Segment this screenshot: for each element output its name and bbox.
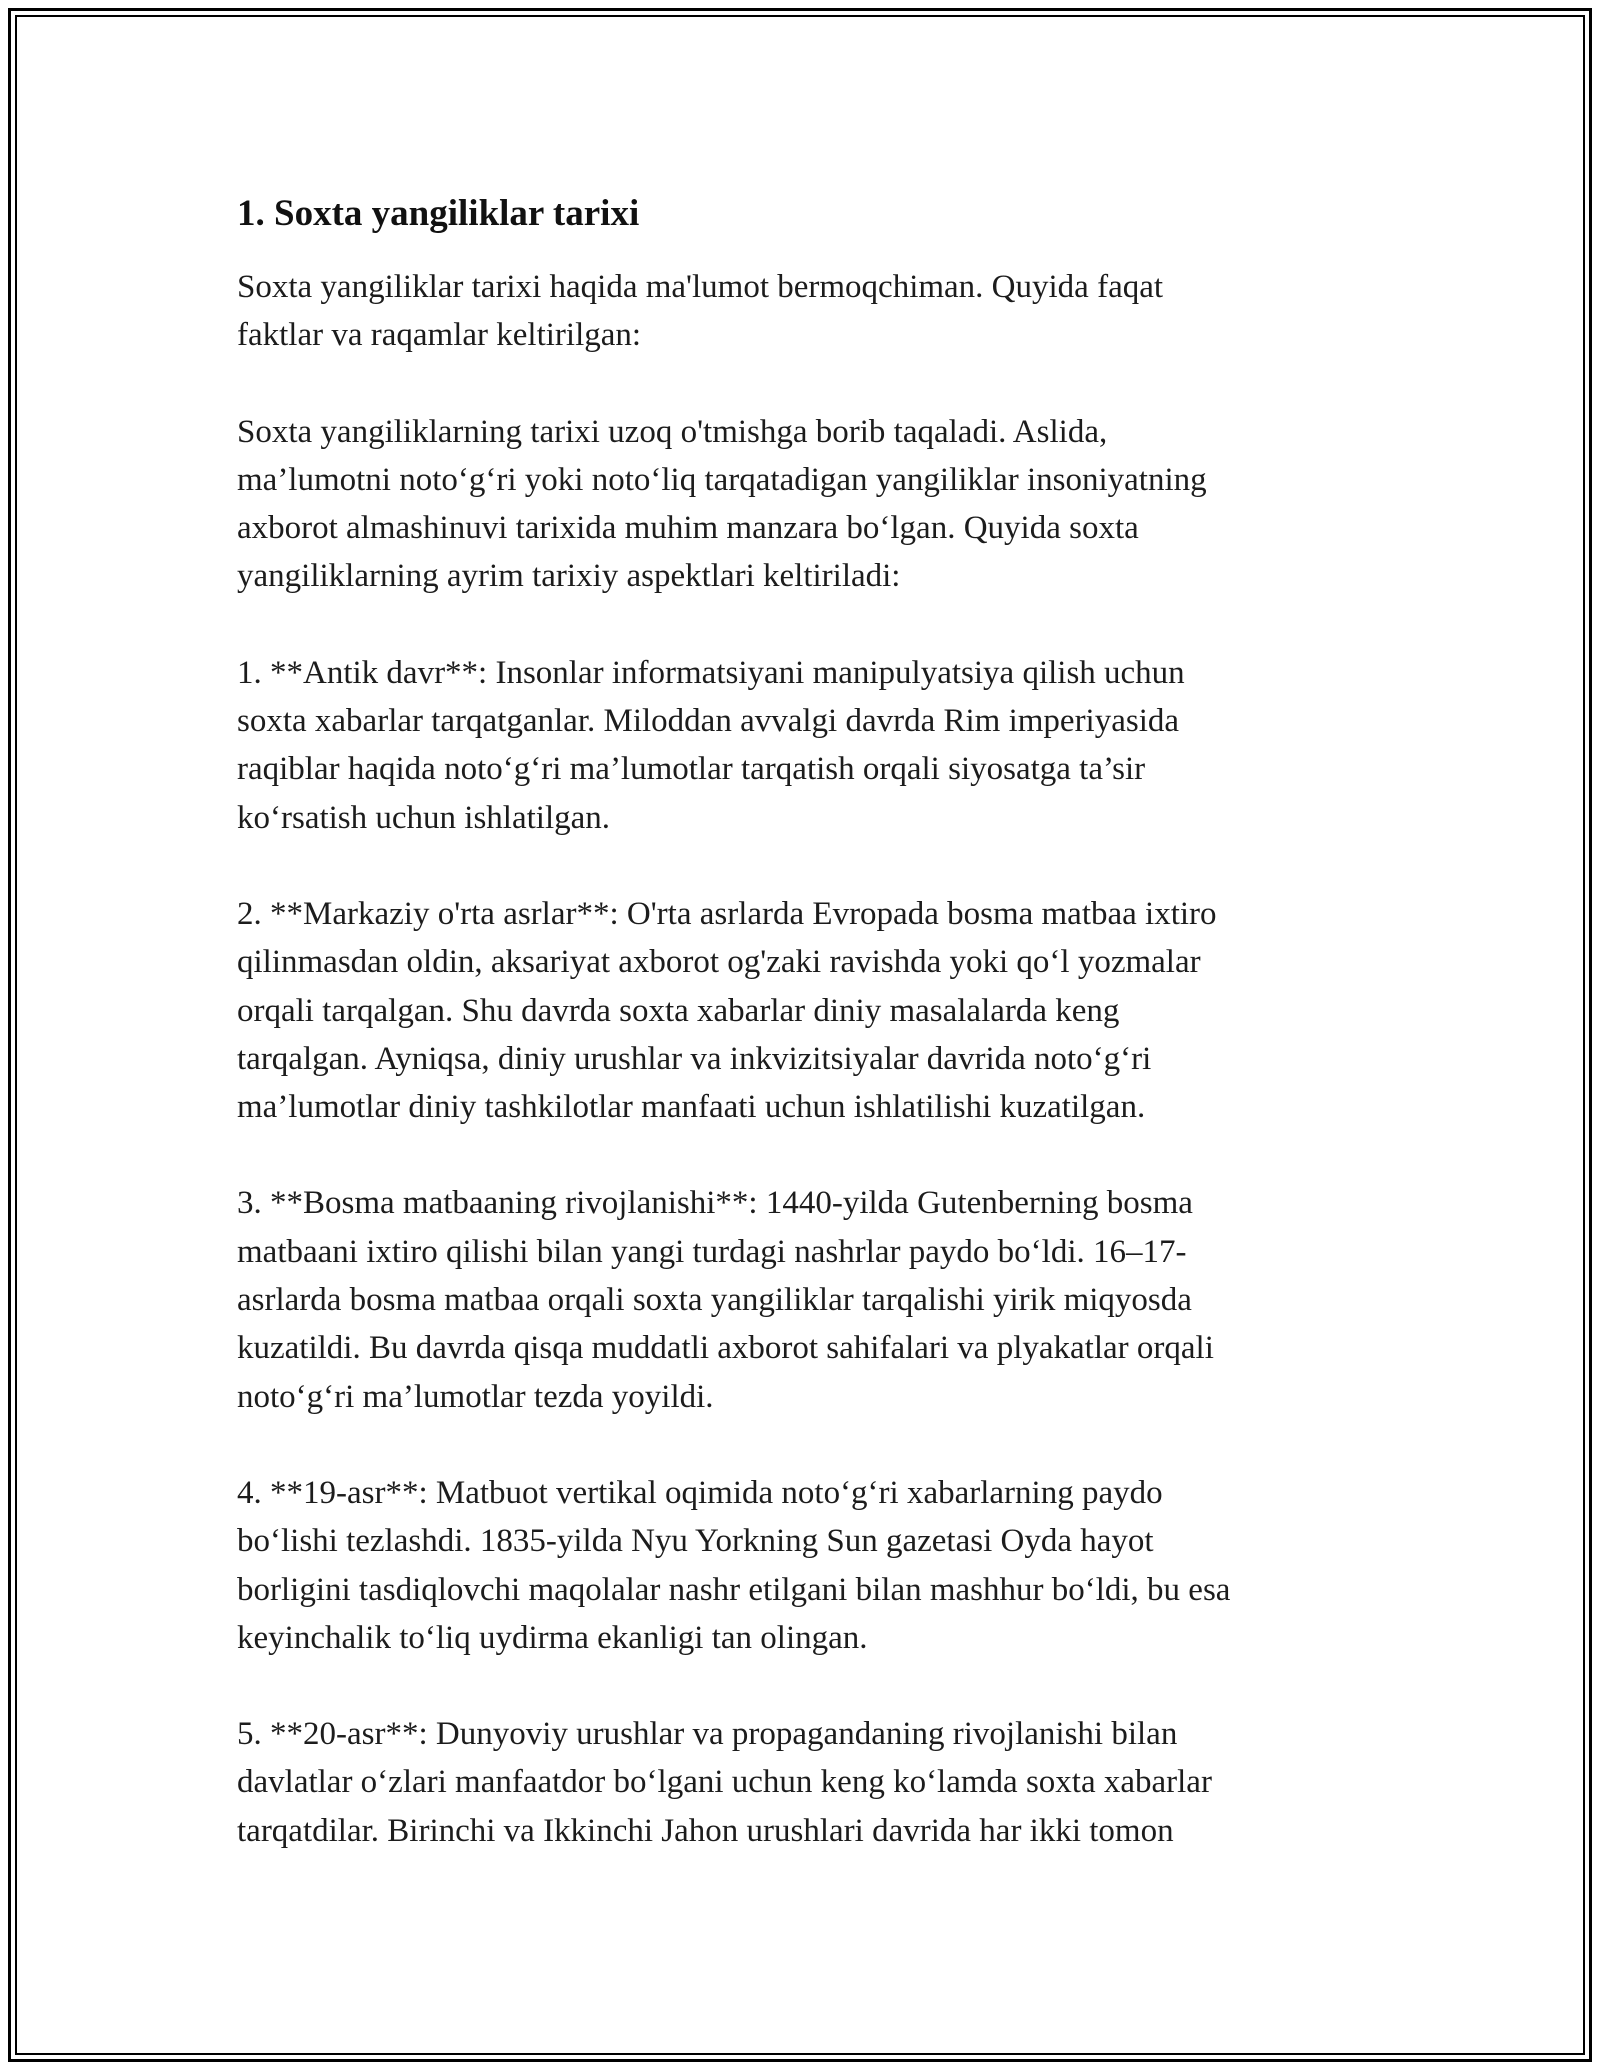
section-heading: 1. Soxta yangiliklar tarixi (237, 193, 640, 234)
list-item-antik-davr: 1. **Antik davr**: Insonlar informatsiyani manipulyatsiya qilish uchun soxta xabarlar tarqatganlar. Miloddan avvalgi davrda Rim imperiyasida raqiblar haqida noto‘g‘ri ma’lumotlar tarqatish orqali siyosatga ta’sir ko‘rsatish uchun ishlatilgan. (237, 654, 1185, 836)
page-border-outer (8, 8, 1592, 2062)
page-border-inner (15, 15, 1585, 2055)
document-body (237, 187, 1367, 1903)
intro-paragraph: Soxta yangiliklar tarixi haqida ma'lumot bermoqchiman. Quyida faqat faktlar va raqamlar keltirilgan: (237, 269, 1164, 354)
list-item-19-asr: 4. **19-asr**: Matbuot vertikal oqimida noto‘g‘ri xabarlarning paydo bo‘lishi tezlashdi. 1835-yilda Nyu Yorkning Sun gazetasi Oyda hayot borligini tasdiqlovchi maqolalar nashr etilgani bilan mashhur bo‘ldi, bu esa keyinchalik to‘liq uydirma ekanligi tan olingan. (237, 1474, 1231, 1656)
list-item-20-asr: 5. **20-asr**: Dunyoviy urushlar va propagandaning rivojlanishi bilan davlatlar o‘zlari manfaatdor bo‘lgani uchun keng ko‘lamda soxta xabarlar tarqatdilar. Birinchi va Ikkinchi Jahon urushlari davrida har ikki tomon (237, 1716, 1212, 1849)
list-item-orta-asrlar: 2. **Markaziy o'rta asrlar**: O'rta asrlarda Evropada bosma matbaa ixtiro qilinmasdan oldin, aksariyat axborot og'zaki ravishda yoki qo‘l yozmalar orqali tarqalgan. Shu davrda soxta xabarlar diniy masalalarda keng tarqalgan. Ayniqsa, diniy urushlar va inkvizitsiyalar davrida noto‘g‘ri ma’lumotlar diniy tashkilotlar manfaati uchun ishlatilishi kuzatilgan. (237, 895, 1217, 1126)
list-item-bosma-matbaa: 3. **Bosma matbaaning rivojlanishi**: 1440-yilda Gutenberning bosma matbaani ixtiro qilishi bilan yangi turdagi nashrlar paydo bo‘ldi. 16–17- asrlarda bosma matbaa orqali soxta yangiliklar tarqalishi yirik miqyosda kuzatildi. Bu davrda qisqa muddatli axborot sahifalari va plyakatlar orqali noto‘g‘ri ma’lumotlar tezda yoyildi. (237, 1185, 1214, 1415)
overview-paragraph: Soxta yangiliklarning tarixi uzoq o'tmishga borib taqaladi. Aslida, ma’lumotni noto‘g‘ri yoki noto‘liq tarqatadigan yangiliklar insoniyatning axborot almashinuvi tarixida muhim manzara bo‘lgan. Quyida soxta yangiliklarning ayrim tarixiy aspektlari keltiriladi: (237, 413, 1207, 595)
